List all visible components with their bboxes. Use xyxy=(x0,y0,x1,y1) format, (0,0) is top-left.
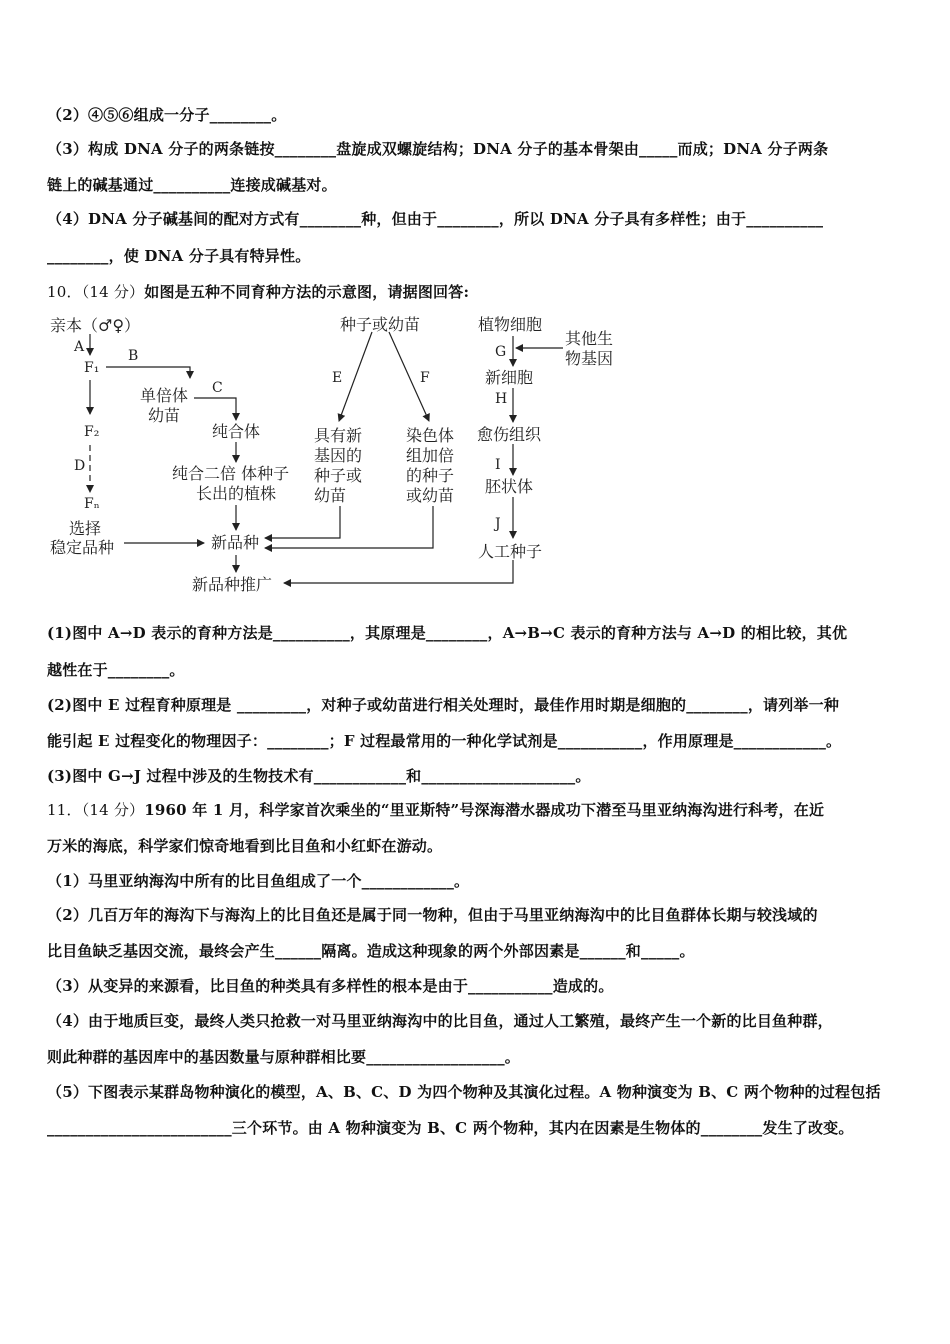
label-parents: 亲本（♂♀） xyxy=(50,316,141,335)
q11-part4-line2: 则此种群的基因库中的基因数量与原种群相比要__________________。 xyxy=(47,1048,521,1066)
q10-part1-line2: 越性在于________。 xyxy=(47,661,185,679)
label-E: E xyxy=(332,370,343,386)
label-haploid-2: 幼苗 xyxy=(148,406,181,425)
q11-header xyxy=(47,799,824,820)
breeding-diagram xyxy=(44,310,644,595)
arrow-chrom-newvariety xyxy=(265,506,433,548)
label-select-1: 选择 xyxy=(69,519,102,538)
label-artificial-seed: 人工种子 xyxy=(478,542,543,561)
label-newgene-3: 种子或 xyxy=(314,466,363,485)
label-select-2: 稳定品种 xyxy=(50,538,115,557)
q11-part1: （1）马里亚纳海沟中所有的比目鱼组成了一个____________。 xyxy=(47,872,470,890)
q10-part2-line2: 能引起 E 过程变化的物理因子：________；F 过程最常用的一种化学试剂是___________，作用原理是____________。 xyxy=(47,732,842,750)
label-promotion: 新品种推广 xyxy=(192,575,273,594)
label-chrom-4: 或幼苗 xyxy=(406,486,455,505)
q11-part5-line2: ________________________三个环节。由 A 物种演变为 B、C 两个物种，其内在因素是生物体的________发生了改变。 xyxy=(47,1119,854,1137)
label-embryoid: 胚状体 xyxy=(485,477,534,496)
q9-part3-line2: 链上的碱基通过__________连接成碱基对。 xyxy=(47,176,337,194)
label-chrom-3: 的种子 xyxy=(406,466,455,485)
label-F2: F₂ xyxy=(84,424,100,440)
q10-stem: 如图是五种不同育种方法的示意图，请据图回答: xyxy=(144,283,470,301)
label-G: G xyxy=(495,344,507,360)
label-chrom-2: 组加倍 xyxy=(406,446,455,465)
label-A: A xyxy=(74,339,85,355)
arrow-newgene-newvariety xyxy=(265,506,340,538)
q10-part1-line1: (1)图中 A→D 表示的育种方法是__________，其原理是________，A→B→C 表示的育种方法与 A→D 的相比较，其优 xyxy=(47,624,848,642)
arrow-seed-newgene xyxy=(339,332,372,421)
q10-part3: (3)图中 G→J 过程中涉及的生物技术有____________和____________________。 xyxy=(47,767,591,785)
label-B: B xyxy=(128,348,139,364)
label-new-cell: 新细胞 xyxy=(485,368,534,387)
q11-part3: （3）从变异的来源看，比目鱼的种类具有多样性的根本是由于___________造成的。 xyxy=(47,977,614,995)
label-D: D xyxy=(74,458,86,474)
arrow-artseed-promotion xyxy=(284,560,513,583)
q10-header xyxy=(47,281,469,302)
label-I: I xyxy=(495,457,501,473)
q11-score: （14 分） xyxy=(81,801,145,819)
label-diploid-1: 纯合二倍 体种子 xyxy=(172,464,290,483)
label-plant-cell: 植物细胞 xyxy=(478,315,543,334)
label-chrom-1: 染色体 xyxy=(406,426,455,445)
label-callus: 愈伤组织 xyxy=(477,425,542,444)
label-Fn: Fₙ xyxy=(84,496,100,512)
label-seed-top: 种子或幼苗 xyxy=(340,315,421,334)
label-pure: 纯合体 xyxy=(212,422,261,441)
label-F: F xyxy=(420,370,430,386)
label-diploid-2: 长出的植株 xyxy=(196,484,277,503)
q11-number: 11． xyxy=(47,801,82,819)
q10-score: （14 分） xyxy=(81,283,145,301)
q9-part2: （2）④⑤⑥组成一分子________。 xyxy=(47,106,287,124)
label-newgene-4: 幼苗 xyxy=(314,486,347,505)
q11-part2-line2: 比目鱼缺乏基因交流，最终会产生______隔离。造成这种现象的两个外部因素是______和_____。 xyxy=(47,942,695,960)
label-haploid-1: 单倍体 xyxy=(140,386,189,405)
label-J: J xyxy=(495,516,501,532)
label-other-gene-2: 物基因 xyxy=(565,349,614,368)
q9-part3-line1: （3）构成 DNA 分子的两条链按________盘旋成双螺旋结构；DNA 分子的基本骨架由_____而成；DNA 分子两条 xyxy=(47,140,829,158)
arrow-f1-haploid xyxy=(106,367,190,378)
label-other-gene-1: 其他生 xyxy=(565,329,614,348)
q9-part4-line1: （4）DNA 分子碱基间的配对方式有________种，但由于________，所以 DNA 分子具有多样性；由于__________ xyxy=(47,210,824,228)
q10-number: 10． xyxy=(47,283,82,301)
q11-stem-line1: 1960 年 1 月，科学家首次乘坐的“里亚斯特”号深海潜水器成功下潜至马里亚纳海沟进行科考，在近 xyxy=(144,801,825,819)
label-newgene-1: 具有新 xyxy=(314,426,363,445)
q11-part4-line1: （4）由于地质巨变，最终人类只抢救一对马里亚纳海沟中的比目鱼，通过人工繁殖，最终产生一个新的比目鱼种群， xyxy=(47,1012,833,1030)
q11-stem-line2: 万米的海底，科学家们惊奇地看到比目鱼和小红虾在游动。 xyxy=(47,837,443,855)
label-F1: F₁ xyxy=(84,360,100,376)
q11-part2-line1: （2）几百万年的海沟下与海沟上的比目鱼还是属于同一物种，但由于马里亚纳海沟中的比目鱼群体长期与较浅域的 xyxy=(47,906,818,924)
q10-part2-line1: (2)图中 E 过程育种原理是 _________，对种子或幼苗进行相关处理时，最佳作用时期是细胞的________，请列举一种 xyxy=(47,696,840,714)
label-H: H xyxy=(495,391,508,407)
label-newgene-2: 基因的 xyxy=(314,446,363,465)
label-new-variety: 新品种 xyxy=(211,533,260,552)
label-C: C xyxy=(212,380,223,396)
q11-part5-line1: （5）下图表示某群岛物种演化的模型，A、B、C、D 为四个物种及其演化过程。A 物种演变为 B、C 两个物种的过程包括 xyxy=(47,1083,881,1101)
q9-part4-line2: ________，使 DNA 分子具有特异性。 xyxy=(47,247,311,265)
arrow-haploid-pure xyxy=(194,398,236,420)
